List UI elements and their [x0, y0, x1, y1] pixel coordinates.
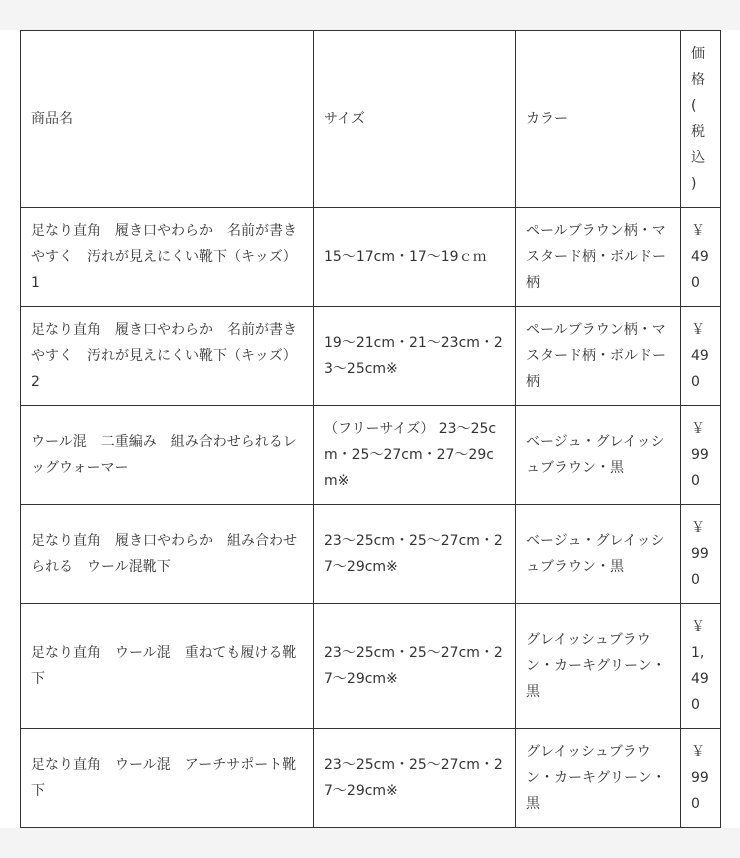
- cell-price: [681, 604, 721, 729]
- cell-size: 15〜17cm・17〜19ｃｍ: [314, 208, 516, 307]
- cell-price: [681, 406, 721, 505]
- cell-color: ペールブラウン柄・マスタード柄・ボルドー柄: [516, 307, 681, 406]
- cell-price: [681, 505, 721, 604]
- cell-size: 23〜25cm・25〜27cm・27〜29cm※: [314, 505, 516, 604]
- table-row: [21, 208, 721, 307]
- content-panel: [0, 30, 740, 828]
- table-row: [21, 505, 721, 604]
- cell-color: ベージュ・グレイッシュブラウン・黒: [516, 406, 681, 505]
- price-value: ￥990: [691, 421, 709, 489]
- price-value: ￥1,490: [691, 619, 709, 713]
- table-row: [21, 406, 721, 505]
- cell-price: [681, 729, 721, 828]
- price-value: ￥490: [691, 223, 709, 291]
- cell-price: [681, 208, 721, 307]
- product-table: [20, 30, 721, 828]
- cell-product-name: 足なり直角 ウール混 重ねても履ける靴下: [21, 604, 314, 729]
- cell-color: グレイッシュブラウン・カーキグリーン・黒: [516, 729, 681, 828]
- cell-price: [681, 307, 721, 406]
- table-header-row: [21, 31, 721, 208]
- cell-color: ペールブラウン柄・マスタード柄・ボルドー柄: [516, 208, 681, 307]
- header-product-name: 商品名: [21, 31, 314, 208]
- price-value: ￥490: [691, 322, 709, 390]
- price-value: ￥990: [691, 744, 709, 812]
- price-value: ￥990: [691, 520, 709, 588]
- table-row: [21, 729, 721, 828]
- cell-size: 23〜25cm・25〜27cm・27〜29cm※: [314, 729, 516, 828]
- cell-product-name: 足なり直角 履き口やわらか 名前が書きやすく 汚れが見えにくい靴下（キッズ）2: [21, 307, 314, 406]
- cell-size: 19〜21cm・21〜23cm・23〜25cm※: [314, 307, 516, 406]
- cell-color: グレイッシュブラウン・カーキグリーン・黒: [516, 604, 681, 729]
- table-row: [21, 604, 721, 729]
- cell-product-name: 足なり直角 履き口やわらか 名前が書きやすく 汚れが見えにくい靴下（キッズ）1: [21, 208, 314, 307]
- cell-product-name: ウール混 二重編み 組み合わせられるレッグウォーマー: [21, 406, 314, 505]
- header-price-label: 価格(税込): [691, 46, 705, 192]
- cell-size: 23〜25cm・25〜27cm・27〜29cm※: [314, 604, 516, 729]
- header-price: [681, 31, 721, 208]
- header-color: カラー: [516, 31, 681, 208]
- cell-product-name: 足なり直角 履き口やわらか 組み合わせられる ウール混靴下: [21, 505, 314, 604]
- header-size: サイズ: [314, 31, 516, 208]
- table-row: [21, 307, 721, 406]
- cell-product-name: 足なり直角 ウール混 アーチサポート靴下: [21, 729, 314, 828]
- cell-size: （フリーサイズ） 23〜25cm・25〜27cm・27〜29cm※: [314, 406, 516, 505]
- cell-color: ベージュ・グレイッシュブラウン・黒: [516, 505, 681, 604]
